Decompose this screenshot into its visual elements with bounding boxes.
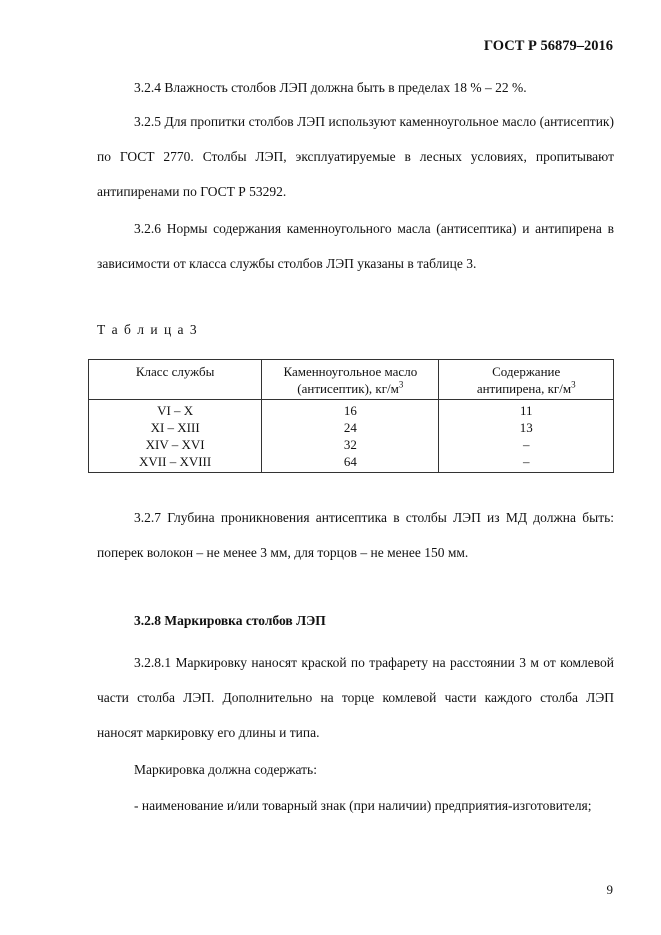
paragraph-3-2-8-1: 3.2.8.1 Маркировку наносят краской по трафарету на расстоянии 3 м от комлевой части столба ЛЭП. Дополнительно на торце комлевой части каждого столба ЛЭП наносят маркировку его длины и типа. [97, 655, 614, 740]
header-fire-retardant-unit-exponent: 3 [571, 379, 576, 390]
cell-fire-retardant: – [439, 436, 614, 453]
cell-fire-retardant: – [439, 453, 614, 473]
paragraph-marking-must-contain: Маркировка должна содержать: [134, 762, 317, 777]
cell-coal-oil: 24 [262, 419, 439, 436]
header-coal-oil [262, 360, 439, 400]
header-fire-retardant [439, 360, 614, 400]
list-item-manufacturer-name: - наименование и/или товарный знак (при наличии) предприятия-изготовителя; [134, 798, 592, 813]
paragraph-3-2-4: 3.2.4 Влажность столбов ЛЭП должна быть в пределах 18 % – 22 %. [134, 80, 527, 95]
table-row [89, 419, 614, 436]
table-row [89, 436, 614, 453]
cell-service-class: XVII – XVIII [89, 453, 262, 473]
cell-service-class: XIV – XVI [89, 436, 262, 453]
page-number: 9 [606, 882, 613, 897]
table-caption: Т а б л и ц а 3 [97, 322, 199, 337]
cell-coal-oil: 16 [262, 400, 439, 420]
header-coal-oil-line2: (антисептик), кг/м [297, 381, 399, 396]
paragraph-3-2-7: 3.2.7 Глубина проникновения антисептика в столбы ЛЭП из МД должна быть: поперек волокон – не менее 3 мм, для торцов – не менее 150 мм. [97, 510, 614, 560]
document-code-header: ГОСТ Р 56879–2016 [483, 38, 613, 54]
cell-coal-oil: 32 [262, 436, 439, 453]
table-row [89, 400, 614, 420]
cell-fire-retardant: 13 [439, 419, 614, 436]
header-coal-oil-line1: Каменноугольное масло [283, 364, 418, 379]
paragraph-3-2-5: 3.2.5 Для пропитки столбов ЛЭП используют каменноугольное масло (антисептик) по ГОСТ 2770. Столбы ЛЭП, эксплуатируемые в лесных условиях, пропитывают антипиренами по ГОСТ Р 53292. [97, 114, 614, 199]
section-heading-3-2-8: 3.2.8 Маркировка столбов ЛЭП [134, 613, 326, 628]
header-fire-retardant-line2: антипирена, кг/м [476, 381, 572, 396]
cell-coal-oil: 64 [262, 453, 439, 473]
header-service-class [89, 360, 262, 400]
table-3 [88, 359, 614, 473]
table-row [89, 453, 614, 473]
cell-fire-retardant: 11 [439, 400, 614, 420]
header-service-class-label: Класс службы [135, 364, 215, 379]
header-fire-retardant-line1: Содержание [492, 364, 561, 379]
cell-service-class: XI – XIII [89, 419, 262, 436]
paragraph-3-2-6: 3.2.6 Нормы содержания каменноугольного масла (антисептика) и антипирена в зависимости от класса службы столбов ЛЭП указаны в таблице 3. [97, 221, 614, 271]
cell-service-class: VI – X [89, 400, 262, 420]
header-coal-oil-unit-exponent: 3 [398, 379, 404, 390]
table-header-row [89, 360, 614, 400]
